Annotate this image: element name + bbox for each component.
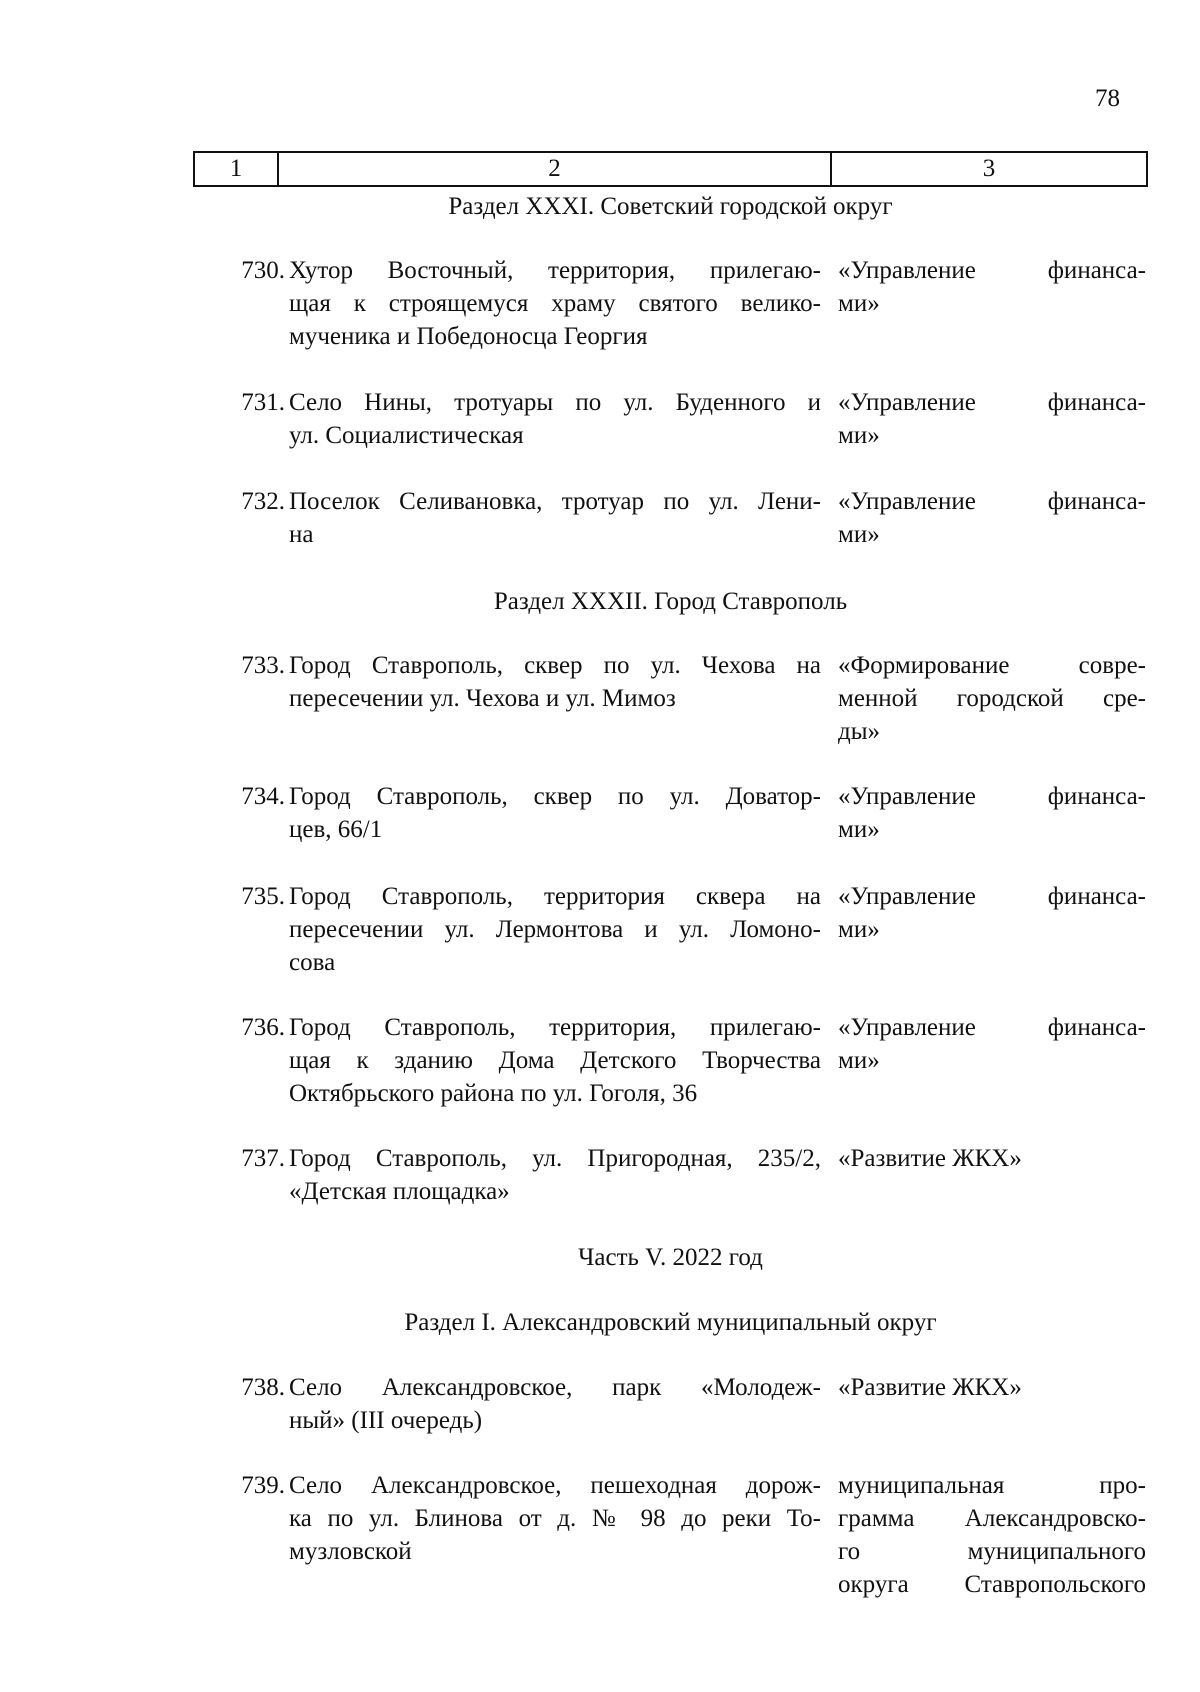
row-program: «Управление финанса- ми»: [838, 883, 1146, 943]
section-heading-i: Раздел I. Александровский муниципальный округ: [404, 1309, 937, 1336]
row-description: Город Ставрополь, ул. Пригородная, 235/2, «Детская площадка»: [289, 1145, 821, 1205]
row-program: «Управление финанса- ми»: [838, 389, 1146, 449]
row-description: Поселок Селивановка, тротуар по ул. Лени- на: [289, 488, 821, 548]
row-number: 737.: [241, 1145, 285, 1172]
row-program: муниципальная про- грамма Александровско- го муниципального округа Ставропольского: [838, 1472, 1146, 1598]
row-program: «Управление финанса- ми»: [838, 1014, 1146, 1074]
row-description: Город Ставрополь, сквер по ул. Чехова на пересечении ул. Чехова и ул. Мимоз: [289, 652, 821, 712]
row-number: 732.: [241, 488, 285, 515]
row-program: «Развитие ЖКХ»: [838, 1145, 1022, 1172]
row-description: Хутор Восточный, территория, прилегаю- щая к строящемуся храму святого велико- мученика и Победоносца Георгия: [289, 257, 821, 350]
part-heading-v: Часть V. 2022 год: [578, 1244, 763, 1271]
row-description: Город Ставрополь, сквер по ул. Доватор- цев, 66/1: [289, 783, 821, 843]
row-description: Село Александровское, пешеходная дорож- ка по ул. Блинова от д. № 98 до реки То- музловской: [289, 1472, 821, 1565]
row-description: Город Ставрополь, территория сквера на пересечении ул. Лермонтова и ул. Ломоно- сова: [289, 883, 821, 976]
table-column-header: [193, 151, 1148, 187]
row-number: 730.: [241, 257, 285, 284]
row-program: «Управление финанса- ми»: [838, 488, 1146, 548]
row-description: Село Александровское, парк «Молодеж- ный» (III очередь): [289, 1374, 821, 1434]
column-header-3: 3: [982, 155, 996, 182]
section-heading-xxxii: Раздел XXXII. Город Ставрополь: [493, 588, 848, 615]
column-header-1: 1: [195, 153, 279, 185]
row-number: 739.: [241, 1472, 285, 1499]
row-program: «Управление финанса- ми»: [838, 783, 1146, 843]
column-header-2: 2: [279, 153, 832, 185]
row-program: «Управление финанса- ми»: [838, 257, 1146, 317]
row-number: 736.: [241, 1014, 285, 1041]
row-number: 738.: [241, 1374, 285, 1401]
row-program: «Развитие ЖКХ»: [838, 1374, 1022, 1401]
row-number: 735.: [241, 883, 285, 910]
section-heading-xxxi: Раздел XXXI. Советский городской округ: [448, 193, 893, 220]
row-number: 731.: [241, 389, 285, 416]
row-number: 734.: [241, 783, 285, 810]
row-program: «Формирование совре- менной городской сре- ды»: [838, 652, 1146, 745]
row-description: Город Ставрополь, территория, прилегаю- щая к зданию Дома Детского Творчества Октябрьского района по ул. Гоголя, 36: [289, 1014, 821, 1107]
row-number: 733.: [241, 652, 285, 679]
row-description: Село Нины, тротуары по ул. Буденного и ул. Социалистическая: [289, 389, 821, 449]
page-number: 78: [1095, 85, 1120, 112]
